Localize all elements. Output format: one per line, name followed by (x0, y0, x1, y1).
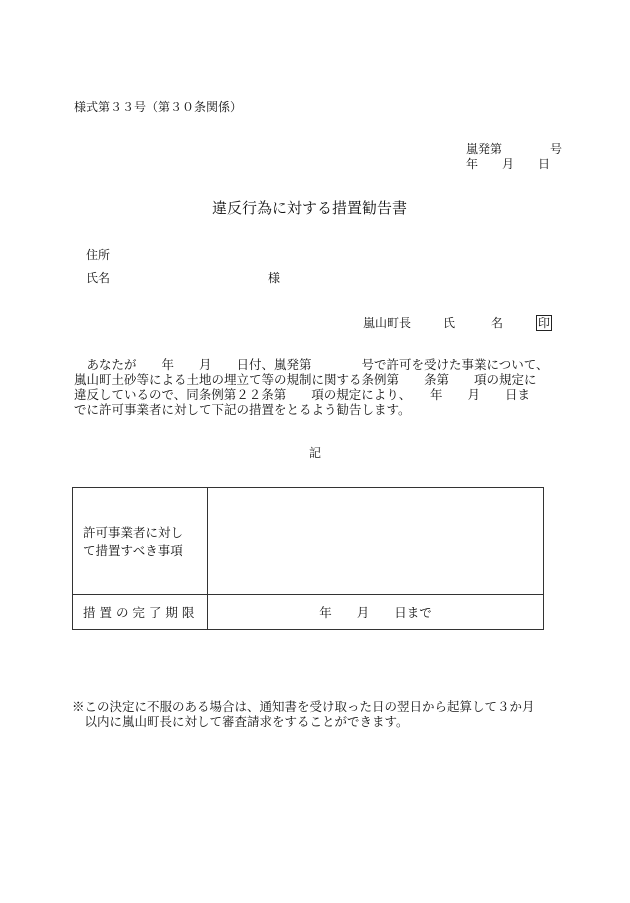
ki-heading: 記 (309, 446, 322, 460)
measures-label-line: 許可事業者に対し (83, 525, 184, 540)
seal-mark (536, 315, 552, 331)
measures-label-line: て措置すべき事項 (83, 543, 183, 558)
measures-label-cell (73, 488, 208, 595)
note-line: ※この決定に不服のある場合は、通知書を受け取った日の翌日から起算して３か月 (72, 699, 535, 714)
recipient-honorific: 様 (268, 271, 281, 285)
body-line: 違反しているので、同条例第２２条第 項の規定により、 年 月 日ま (74, 387, 531, 402)
recipient-name-label: 氏名 (86, 271, 111, 285)
body-line: あなたが 年 月 日付、嵐発第 号で許可を受けた事業について、 (74, 357, 549, 372)
document-number: 嵐発第 号 (466, 142, 563, 156)
deadline-label-cell: 措 置 の 完 了 期 限 (73, 595, 208, 630)
document-date: 年 月 日 (466, 157, 551, 171)
table-row (73, 488, 544, 595)
issuer-title: 嵐山町長 (363, 316, 412, 330)
body-paragraph (74, 357, 564, 417)
issuer-name-placeholder: 氏 名 (443, 316, 504, 330)
deadline-value-cell: 年 月 日まで (208, 595, 544, 630)
note-line: 以内に嵐山町長に対して審査請求をすることができます。 (72, 714, 409, 729)
table-row (73, 595, 544, 630)
appeal-note (72, 699, 572, 729)
body-line: 嵐山町土砂等による土地の埋立て等の規制に関する条例第 条第 項の規定に (74, 372, 537, 387)
recipient-address-label: 住所 (86, 248, 111, 262)
measures-value-cell (208, 488, 544, 595)
measures-table (72, 487, 544, 630)
seal-box: 印 (538, 316, 551, 330)
document-title: 違反行為に対する措置勧告書 (212, 199, 408, 217)
form-number: 様式第３３号（第３０条関係） (74, 100, 243, 114)
body-line: でに許可事業者に対して下記の措置をとるよう勧告します。 (74, 402, 411, 417)
